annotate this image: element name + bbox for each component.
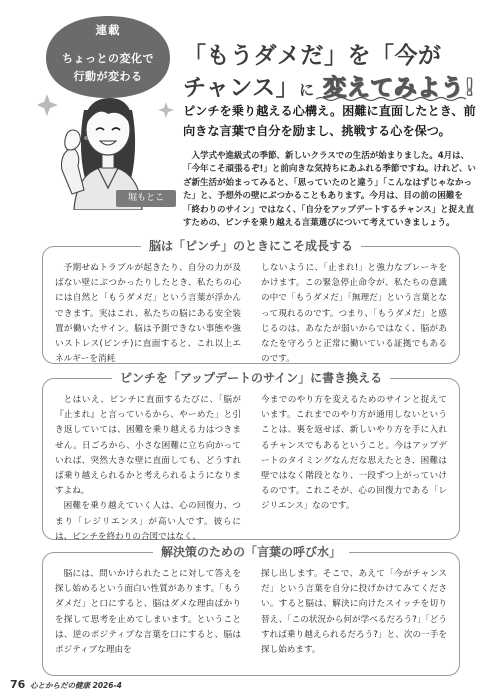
lead-text: ピンチを乗り越える心構え。困難に直面したとき、前向きな言葉で自分を励まし、挑戦する心を保つ。: [183, 104, 476, 138]
title-part-c: 変えてみよう!: [323, 75, 476, 101]
page-number: 76: [10, 678, 26, 691]
section-right-column: 今までのやり方を変えるためのサインと捉えています。これまでのやり方が通用しないということは、裏を返せば、新しいやり方を手に入れるチャンスでもあるということ。今はアップデートのタイミングなんだな思えたとき、困難は壁ではなく階段となり、一段ずつ上がっていけるのです。これこそが、心の回復力である「レジリエンス」なのです。: [261, 395, 447, 512]
title-part-b: に: [299, 81, 315, 99]
section-priming-words: [42, 545, 460, 676]
author-name: 堀もとこ: [116, 190, 176, 207]
badge-illustration: [38, 10, 178, 210]
section-update-sign: [42, 371, 460, 542]
section-left-column: 脳には、問いかけられたことに対して答えを探し始めるという面白い性質があります。「もうダメだ」と口にすると、脳はダメな理由ばかりを探して思考を止めてしまいます。ということは、逆のポジティブな言葉を口にすると、脳はポジティブな理由を: [55, 569, 241, 656]
intro-paragraph: 入学式や進級式の季節、新しいクラスでの生活が始まりました。4月は、「今年こそ頑張るぞ!」と前向きな気持ちにあふれる季節ですね。けれど、いざ新生活が始まってみると、「思っていたのと違う」「こんなはずじゃなかった」と、予想外の壁にぶつかることもあります。今月は、目の前の困難を「終わりのサイン」ではなく、「自分をアップデートするチャンス」と捉え直すための、ピンチを乗り越える言葉選びについて考えていきましょう。: [183, 151, 476, 229]
section-title: 脳は「ピンチ」のときにこそ成長する: [43, 237, 459, 254]
section-title: 解決策のための「言葉の呼び水」: [43, 543, 459, 560]
section-left-column: 予期せぬトラブルが起きたり、自分の力が及ばない壁にぶつかったりしたとき、私たちの心には自然と「もうダメだ」という言葉が浮かんできます。実はこれ、私たちの脳にある安全装置が働いたサイン。脳は予測できない事態や強いストレス(ピンチ)に直面すると、これ以上エネルギーを消耗: [55, 263, 241, 365]
article-title-line1: 「もうダメだ」を「今が: [183, 43, 442, 69]
section-brain-growth: [42, 239, 460, 365]
series-subtitle-line1: ちょっとの変化で: [62, 52, 154, 65]
magazine-name: 心とからだの健康 2026-4: [30, 681, 122, 690]
section-left-column: とはいえ、ピンチに直面するたびに、「脳が『止まれ』と言っているから、やーめた」と引き返していては、困難を乗り越える力はつきません。日ごろから、小さな困難に立ち向かっていれば、突然大きな壁に直面しても、どうすれば乗り越えられるかと考えられるようになりますよね。 困難を乗り越えていく人は、心の回復力、つまり「レジリエンス」が高い人です。彼らには、ピンチを終わりの合図ではなく、: [55, 395, 241, 542]
section-right-column: しないように、「止まれ!」と強力なブレーキをかけます。この緊急停止命令が、私たちの意識の中で「もうダメだ」「無理だ」という言葉となって現れるのです。つまり、「もうダメだ」と感じるのは、あなたが弱いからではなく、脳があなたを守ろうと正常に働いている証拠でもあるのです。: [261, 263, 447, 365]
section-title: ピンチを「アップデートのサイン」に書き換える: [43, 369, 459, 386]
series-badge: [38, 10, 178, 210]
series-subtitle-line2: 行動が変わる: [73, 70, 143, 83]
section-right-column: 探し出します。そこで、あえて「今がチャンスだ」という言葉を自分に投げかけてみてください。すると脳は、解決に向けたスイッチを切り替え、「この状況から何が学べるだろう?」「どうすれば乗り越えられるだろう?」と、次の一手を探し始めます。: [261, 569, 447, 656]
series-label: 連載: [95, 23, 121, 37]
title-part-a: チャンス」: [183, 75, 300, 101]
